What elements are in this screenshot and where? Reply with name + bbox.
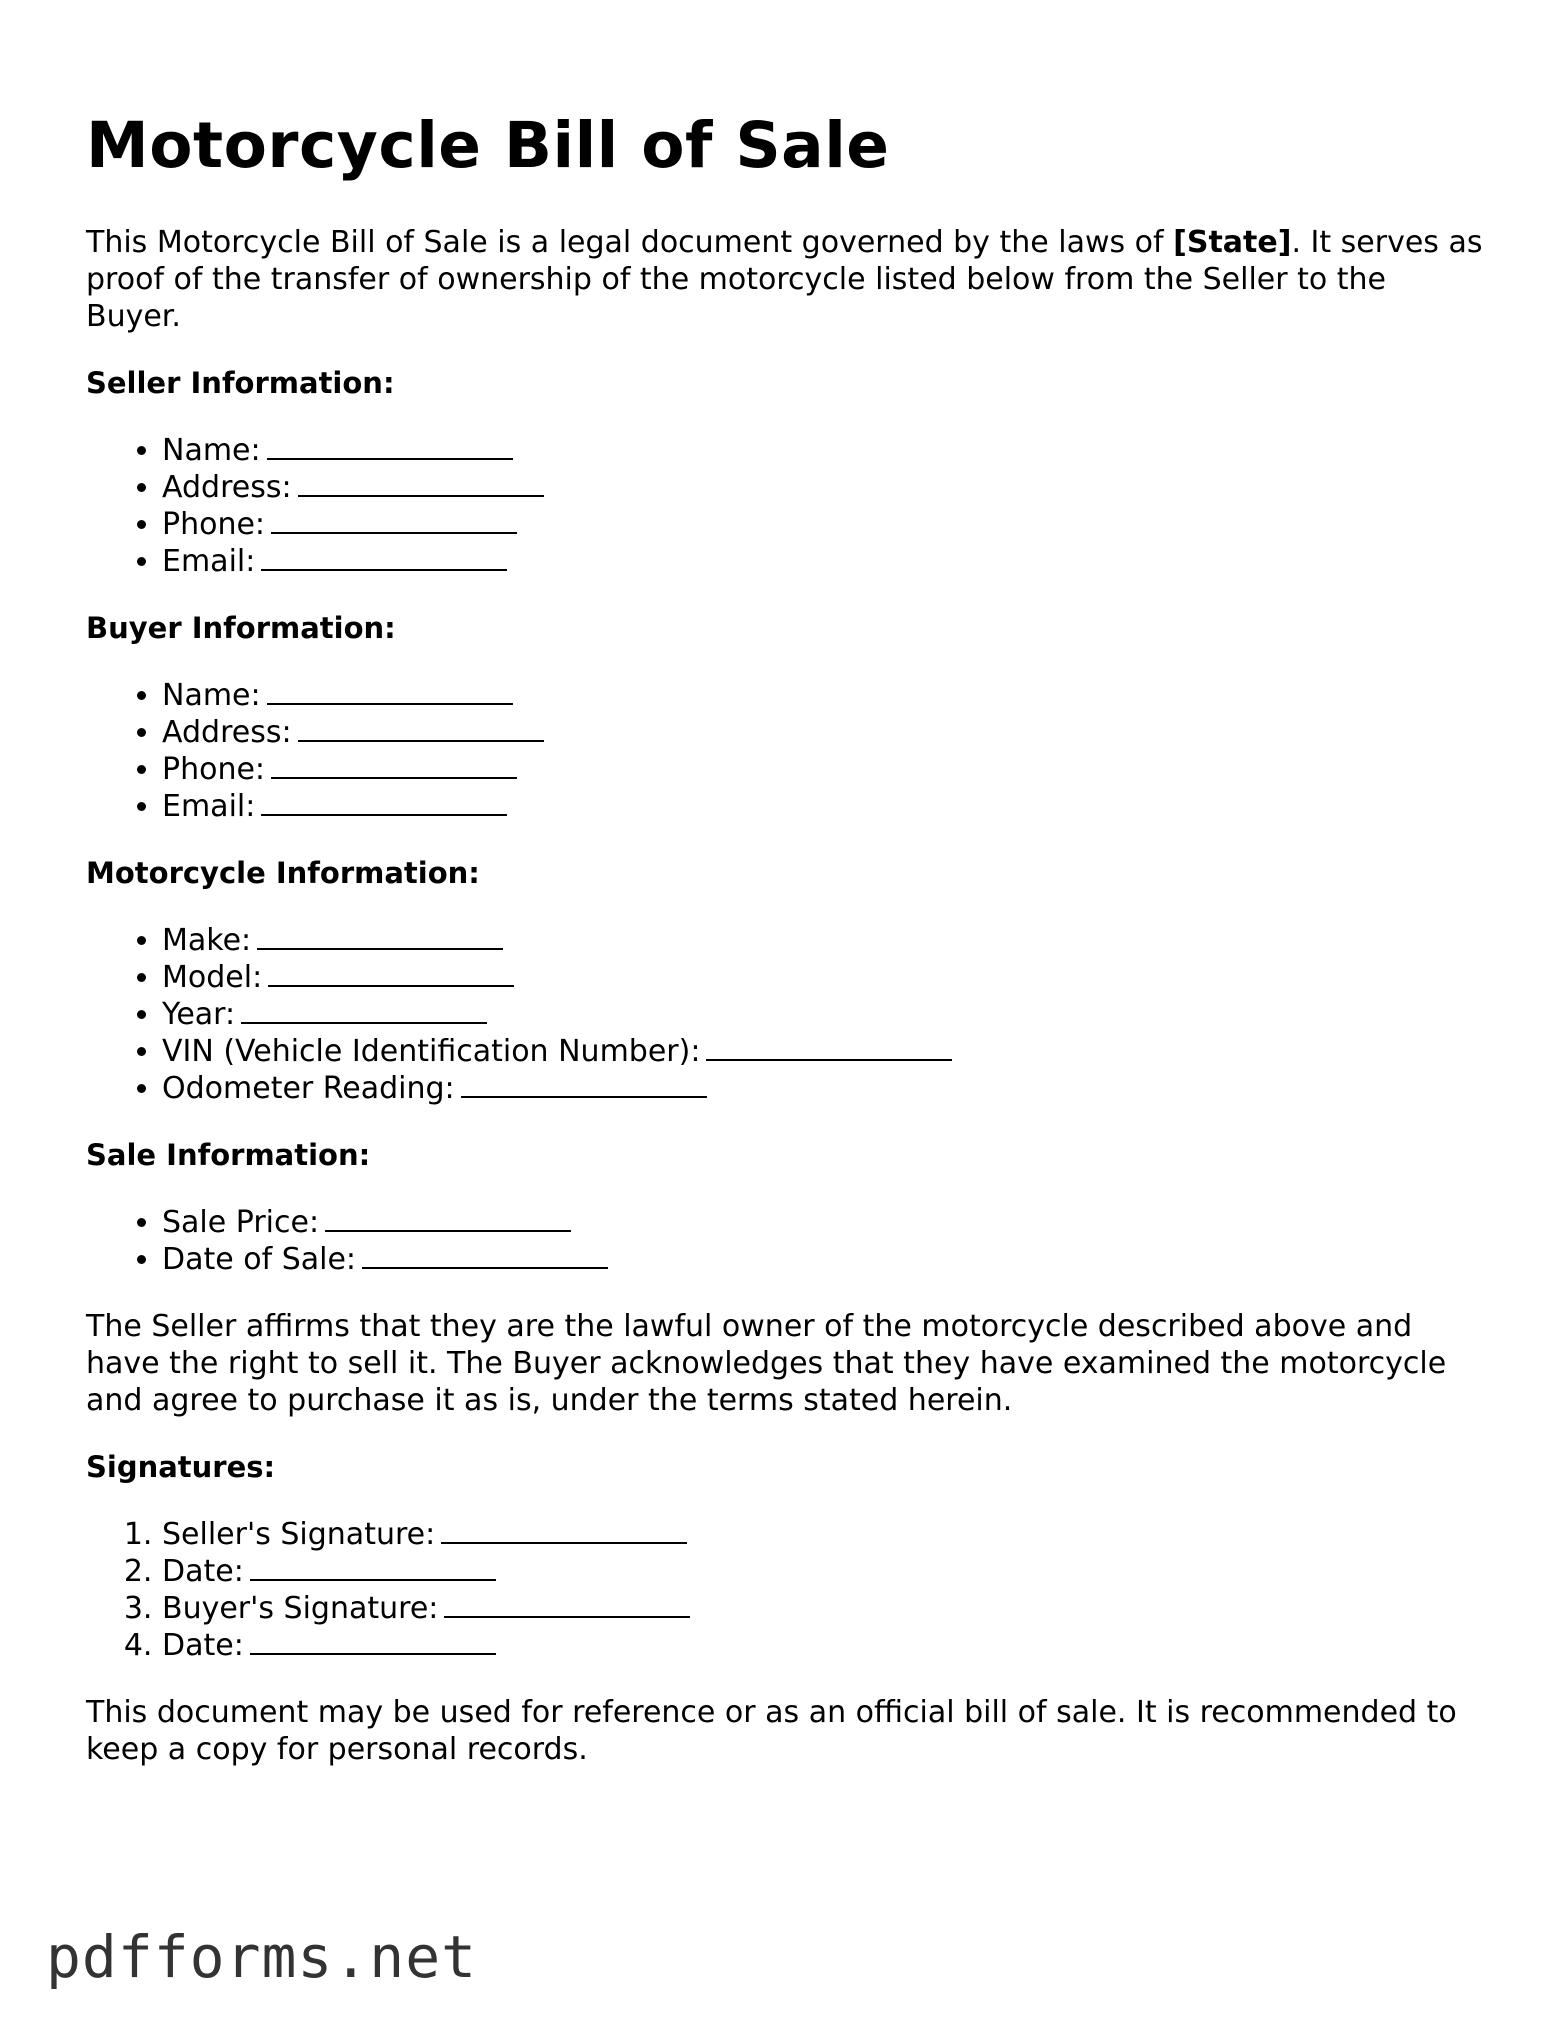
buyer-name-field: [162, 677, 1486, 714]
signatures-heading: Signatures:: [86, 1450, 276, 1484]
field-label: Odometer Reading:: [162, 1071, 455, 1106]
buyer-phone-field: [162, 751, 1486, 788]
field-label: VIN (Vehicle Identification Number):: [162, 1034, 701, 1069]
field-label: Buyer's Signature:: [162, 1591, 439, 1626]
field-label: Seller's Signature:: [162, 1517, 436, 1552]
buyer-signature-field: [162, 1590, 1486, 1627]
buyer-signature-blank[interactable]: [444, 1590, 690, 1618]
date-of-sale-field: [162, 1241, 1486, 1278]
motorcycle-heading: Motorcycle Information:: [86, 856, 480, 890]
seller-email-blank[interactable]: [261, 543, 507, 571]
make-field: [162, 922, 1486, 959]
model-blank[interactable]: [268, 959, 514, 987]
field-label: Sale Price:: [162, 1205, 320, 1240]
field-label: Email:: [162, 789, 256, 824]
document-page: [86, 104, 1486, 1768]
seller-address-blank[interactable]: [298, 469, 544, 497]
affirmation-paragraph: The Seller affirms that they are the lawful owner of the motorcycle described above and have the right to sell it. The Buyer acknowledges that they have examined the motorcycle and agree to purchase it as is, under the terms stated herein.: [86, 1309, 1447, 1418]
field-label: Date:: [162, 1628, 244, 1663]
buyer-name-blank[interactable]: [267, 677, 513, 705]
field-label: Year:: [162, 997, 236, 1032]
document-title: Motorcycle Bill of Sale: [86, 109, 890, 182]
field-label: Make:: [162, 923, 252, 958]
field-label: Model:: [162, 960, 263, 995]
field-label: Address:: [162, 715, 292, 750]
pdfforms-logo: pdfforms.net: [46, 1923, 478, 1991]
seller-phone-field: [162, 506, 1486, 543]
field-label: Address:: [162, 470, 292, 505]
field-label: Email:: [162, 544, 256, 579]
seller-phone-blank[interactable]: [271, 506, 517, 534]
buyer-date-blank[interactable]: [250, 1627, 496, 1655]
seller-signature-field: [162, 1516, 1486, 1553]
model-field: [162, 959, 1486, 996]
intro-text-before: This Motorcycle Bill of Sale is a legal document governed by the laws of: [86, 225, 1174, 260]
field-label: Date:: [162, 1554, 244, 1589]
seller-fields-list: [86, 432, 1486, 580]
buyer-email-blank[interactable]: [261, 788, 507, 816]
odometer-blank[interactable]: [461, 1070, 707, 1098]
field-label: Name:: [162, 678, 261, 713]
field-label: Phone:: [162, 752, 266, 787]
seller-name-blank[interactable]: [267, 432, 513, 460]
intro-paragraph: [86, 224, 1486, 335]
sale-price-field: [162, 1204, 1486, 1241]
buyer-heading: Buyer Information:: [86, 611, 396, 645]
buyer-date-field: [162, 1627, 1486, 1664]
field-label: Date of Sale:: [162, 1242, 357, 1277]
sale-heading: Sale Information:: [86, 1138, 371, 1172]
make-blank[interactable]: [257, 922, 503, 950]
seller-address-field: [162, 469, 1486, 506]
field-label: Name:: [162, 433, 261, 468]
buyer-address-field: [162, 714, 1486, 751]
date-of-sale-blank[interactable]: [362, 1241, 608, 1269]
buyer-address-blank[interactable]: [298, 714, 544, 742]
seller-date-field: [162, 1553, 1486, 1590]
seller-date-blank[interactable]: [250, 1553, 496, 1581]
year-field: [162, 996, 1486, 1033]
seller-heading: Seller Information:: [86, 366, 395, 400]
sale-fields-list: [86, 1204, 1486, 1278]
year-blank[interactable]: [241, 996, 487, 1024]
vin-field: [162, 1033, 1486, 1070]
signatures-list: [86, 1516, 1486, 1664]
field-label: Phone:: [162, 507, 266, 542]
sale-price-blank[interactable]: [325, 1204, 571, 1232]
buyer-phone-blank[interactable]: [271, 751, 517, 779]
buyer-fields-list: [86, 677, 1486, 825]
state-placeholder: [State]: [1173, 225, 1292, 260]
closing-paragraph: This document may be used for reference or as an official bill of sale. It is recommended to keep a copy for personal records.: [86, 1695, 1457, 1767]
vin-blank[interactable]: [706, 1033, 952, 1061]
buyer-email-field: [162, 788, 1486, 825]
seller-signature-blank[interactable]: [441, 1516, 687, 1544]
intro-text-after: . It serves as proof of the transfer of ownership of the motorcycle listed below from the Seller to the Buyer.: [86, 225, 1483, 334]
seller-email-field: [162, 543, 1486, 580]
motorcycle-fields-list: [86, 922, 1486, 1107]
odometer-field: [162, 1070, 1486, 1107]
seller-name-field: [162, 432, 1486, 469]
